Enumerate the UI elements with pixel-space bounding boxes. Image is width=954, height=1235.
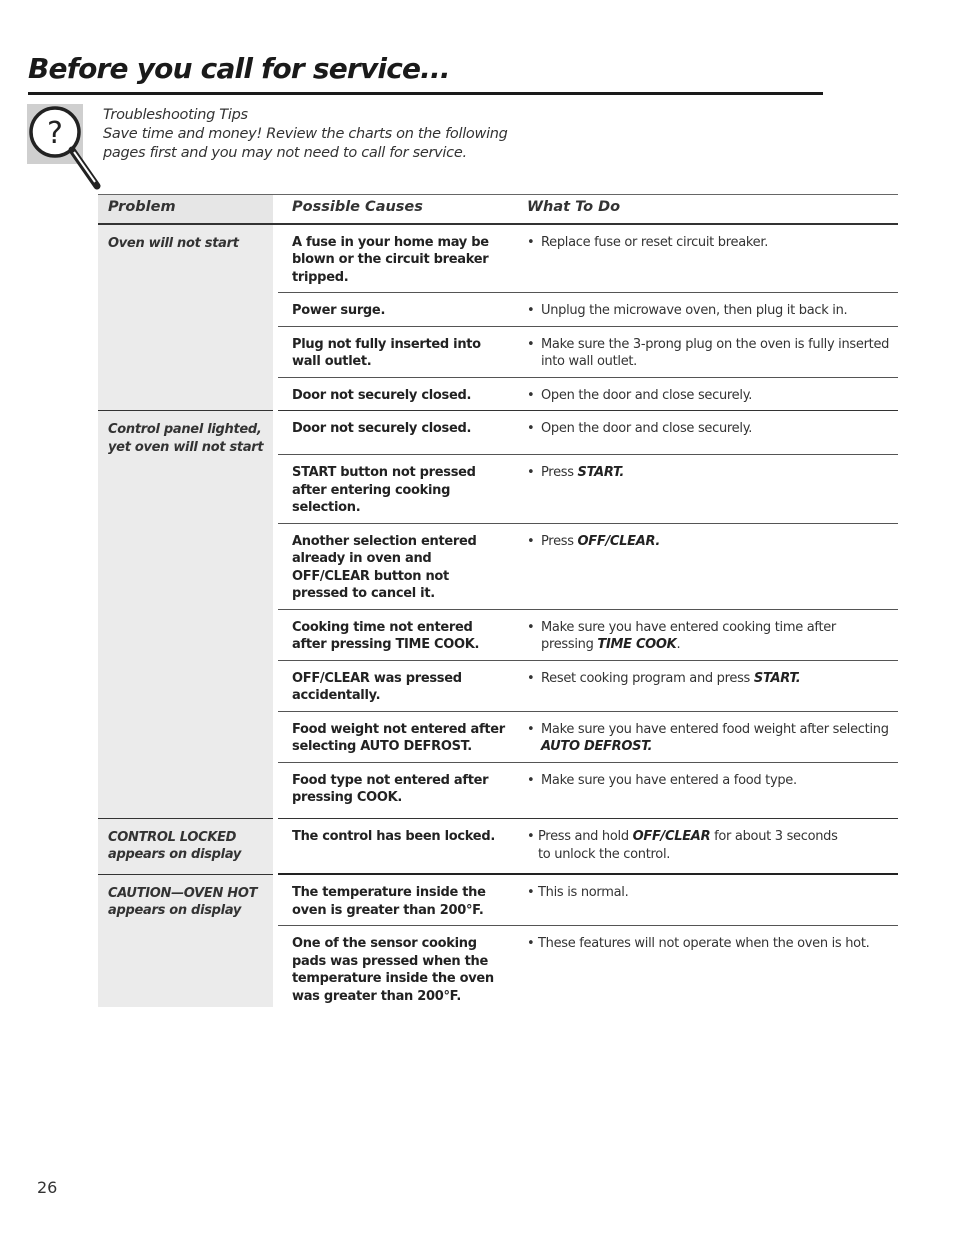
- cause-cell: OFF/CLEAR was pressed accidentally.: [278, 660, 513, 711]
- page-title: Before you call for service...: [28, 52, 450, 85]
- todo-cell: • Make sure you have entered a food type.: [513, 762, 898, 818]
- todo-cell: • Replace fuse or reset circuit breaker.: [527, 234, 769, 250]
- tips-line-2: pages first and you may not need to call for service.: [103, 145, 467, 161]
- table-row: [98, 411, 898, 455]
- todo-cell: • Press OFF/CLEAR.: [513, 523, 898, 609]
- cause-cell: Plug not fully inserted into wall outlet.: [278, 326, 513, 377]
- todo-cell: • This is normal.: [513, 874, 898, 926]
- cause-cell: Food type not entered after pressing COOK.: [278, 762, 513, 818]
- todo-cell: • Open the door and close securely.: [513, 411, 898, 455]
- svg-text:?: ?: [47, 116, 63, 151]
- problem-caution-oven-hot: CAUTION—OVEN HOT appears on display: [98, 874, 273, 1007]
- todo-cell: • These features will not operate when the oven is hot.: [513, 926, 898, 1008]
- title-rule: [28, 92, 823, 95]
- problem-control-panel-lighted: Control panel lighted, yet oven will not start: [98, 411, 273, 819]
- problem-control-locked: CONTROL LOCKED appears on display: [98, 818, 273, 874]
- header-what-to-do: What To Do: [513, 195, 898, 224]
- cause-cell: Food weight not entered after selecting AUTO DEFROST.: [278, 711, 513, 762]
- todo-cell: • Make sure the 3-prong plug on the oven is fully inserted into wall outlet.: [513, 326, 898, 377]
- cause-cell: Cooking time not entered after pressing TIME COOK.: [278, 609, 513, 660]
- cause-cell: A fuse in your home may be blown or the circuit breaker tripped.: [292, 234, 489, 285]
- todo-cell: • Reset cooking program and press START.: [513, 660, 898, 711]
- cause-cell: Door not securely closed.: [278, 411, 513, 455]
- cause-cell: Door not securely closed.: [278, 377, 513, 411]
- table-row: [98, 818, 898, 874]
- cause-cell: One of the sensor cooking pads was pressed when the temperature inside the oven was greater than 200°F.: [278, 926, 513, 1008]
- header-problem: Problem: [98, 195, 273, 224]
- troubleshooting-tips: [103, 106, 508, 163]
- todo-cell: • Press START.: [513, 455, 898, 524]
- todo-cell: • Press and hold OFF/CLEAR for about 3 seconds to unlock the control.: [513, 818, 898, 874]
- table-header-row: [98, 195, 898, 224]
- cause-cell: The temperature inside the oven is greater than 200°F.: [278, 874, 513, 926]
- tips-heading: Troubleshooting Tips: [103, 107, 248, 123]
- todo-cell: • Unplug the microwave oven, then plug it back in.: [513, 293, 898, 327]
- header-possible-causes: Possible Causes: [278, 195, 513, 224]
- problem-oven-will-not-start: Oven will not start: [98, 224, 273, 411]
- table-row: [98, 224, 898, 293]
- todo-cell: • Make sure you have entered food weight after selecting AUTO DEFROST.: [513, 711, 898, 762]
- cause-cell: Another selection entered already in oven and OFF/CLEAR button not pressed to cancel it.: [278, 523, 513, 609]
- todo-cell: • Open the door and close securely.: [513, 377, 898, 411]
- table-row: [98, 874, 898, 926]
- page-number: 26: [37, 1178, 58, 1197]
- troubleshooting-table: [98, 194, 898, 1007]
- cause-cell: Power surge.: [278, 293, 513, 327]
- question-magnifier-icon: [27, 104, 107, 194]
- tips-line-1: Save time and money! Review the charts on the following: [103, 126, 508, 142]
- todo-cell: • Make sure you have entered cooking time after pressing TIME COOK.: [513, 609, 898, 660]
- cause-cell: START button not pressed after entering cooking selection.: [278, 455, 513, 524]
- cause-cell: The control has been locked.: [278, 818, 513, 874]
